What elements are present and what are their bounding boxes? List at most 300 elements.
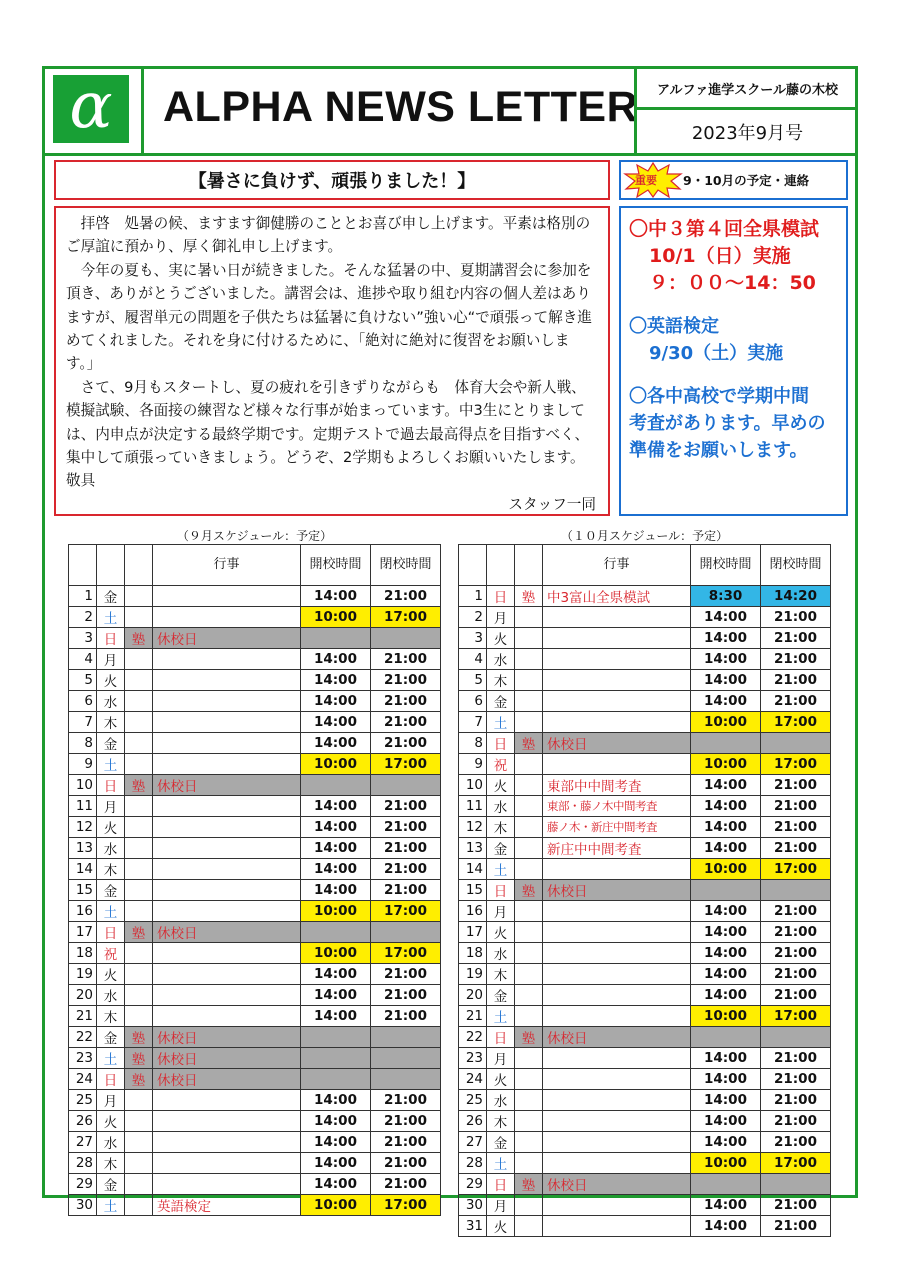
day-number: 2 [459,607,487,628]
close-time [761,1174,831,1195]
weekday: 土 [487,1006,515,1027]
day-number: 16 [69,901,97,922]
day-number: 6 [459,691,487,712]
juku-mark: 塾 [125,628,153,649]
table-row [69,964,441,985]
weekday: 月 [487,901,515,922]
table-row [69,817,441,838]
close-time [371,775,441,796]
juku-mark [515,943,543,964]
table-row [69,691,441,712]
day-number: 17 [69,922,97,943]
event: 東部中中間考査 [543,775,691,796]
table-row [459,1195,831,1216]
table-row [459,859,831,880]
open-time: 14:00 [301,838,371,859]
day-number: 29 [69,1174,97,1195]
important-badge: 重要 [635,174,657,187]
juku-mark [125,880,153,901]
day-number: 16 [459,901,487,922]
juku-mark: 塾 [515,880,543,901]
close-time: 17:00 [371,754,441,775]
weekday: 金 [487,838,515,859]
event [153,964,301,985]
header-event: 行事 [153,545,301,586]
day-number: 4 [459,649,487,670]
close-time: 21:00 [371,838,441,859]
table-row [459,1027,831,1048]
weekday: 日 [487,880,515,901]
weekday: 火 [97,817,125,838]
open-time: 14:00 [691,1090,761,1111]
juku-mark [515,859,543,880]
event [543,964,691,985]
day-number: 13 [69,838,97,859]
close-time: 21:00 [761,1111,831,1132]
event: 休校日 [153,1027,301,1048]
close-time: 21:00 [371,859,441,880]
open-time: 14:00 [301,1132,371,1153]
table-row [459,922,831,943]
close-time: 14:20 [761,586,831,607]
event [543,1048,691,1069]
weekday: 火 [97,1111,125,1132]
header-blank [125,545,153,586]
table-row [459,1006,831,1027]
weekday: 木 [487,1111,515,1132]
open-time: 14:00 [691,901,761,922]
open-time: 14:00 [301,670,371,691]
open-time: 14:00 [301,1153,371,1174]
juku-mark [125,1195,153,1216]
event [153,754,301,775]
juku-mark [515,1132,543,1153]
event [153,838,301,859]
day-number: 14 [69,859,97,880]
juku-mark [125,943,153,964]
day-number: 24 [69,1069,97,1090]
event [153,1132,301,1153]
day-number: 22 [459,1027,487,1048]
day-number: 26 [69,1111,97,1132]
juku-mark [125,1174,153,1195]
table-row [459,1069,831,1090]
close-time: 17:00 [371,901,441,922]
table-row [459,775,831,796]
event [543,712,691,733]
weekday: 土 [97,1195,125,1216]
close-time [371,1069,441,1090]
day-number: 10 [459,775,487,796]
weekday: 火 [97,964,125,985]
juku-mark [125,691,153,712]
juku-mark [125,859,153,880]
juku-mark [125,964,153,985]
weekday: 土 [97,754,125,775]
weekday: 日 [97,775,125,796]
event [153,796,301,817]
event [543,859,691,880]
table-row [69,880,441,901]
table-row [69,985,441,1006]
juku-mark [515,1153,543,1174]
weekday: 火 [487,628,515,649]
weekday: 木 [487,964,515,985]
weekday: 木 [487,817,515,838]
open-time: 14:00 [691,964,761,985]
juku-mark [125,607,153,628]
weekday: 金 [97,586,125,607]
notice-eiken-title: 〇英語検定 [629,316,719,337]
day-number: 31 [459,1216,487,1237]
notice-body [619,206,848,516]
open-time: 14:00 [691,628,761,649]
close-time: 21:00 [371,1153,441,1174]
day-number: 22 [69,1027,97,1048]
day-number: 26 [459,1111,487,1132]
weekday: 祝 [487,754,515,775]
open-time: 14:00 [691,985,761,1006]
event [153,817,301,838]
event [153,985,301,1006]
header-event: 行事 [543,545,691,586]
open-time: 10:00 [301,943,371,964]
juku-mark [515,838,543,859]
notice-exam-time: ９：００～14：50 [649,272,816,294]
table-row [69,922,441,943]
table-row [69,670,441,691]
day-number: 27 [69,1132,97,1153]
event [543,754,691,775]
close-time: 21:00 [761,943,831,964]
juku-mark [515,1216,543,1237]
close-time: 17:00 [761,1153,831,1174]
event [153,607,301,628]
open-time: 14:00 [691,796,761,817]
event [543,691,691,712]
weekday: 金 [487,691,515,712]
day-number: 17 [459,922,487,943]
weekday: 土 [97,1048,125,1069]
juku-mark [515,796,543,817]
day-number: 28 [69,1153,97,1174]
weekday: 水 [487,796,515,817]
juku-mark [125,1153,153,1174]
page-title: ALPHA NEWS LETTER [163,83,639,131]
close-time: 21:00 [371,985,441,1006]
table-row [459,733,831,754]
weekday: 火 [97,670,125,691]
event [153,943,301,964]
event [153,712,301,733]
header-close: 閉校時間 [761,545,831,586]
day-number: 15 [69,880,97,901]
juku-mark [515,607,543,628]
weekday: 金 [487,985,515,1006]
table-row [69,1090,441,1111]
event [153,1006,301,1027]
event: 休校日 [153,1048,301,1069]
juku-mark [515,1069,543,1090]
juku-mark [125,1090,153,1111]
september-caption: （９月スケジュール：予定） [176,529,333,543]
day-number: 6 [69,691,97,712]
open-time: 14:00 [691,649,761,670]
day-number: 20 [69,985,97,1006]
juku-mark [515,775,543,796]
day-number: 9 [69,754,97,775]
juku-mark: 塾 [125,1048,153,1069]
september-schedule [68,528,441,1216]
table-row [459,691,831,712]
close-time: 21:00 [761,1216,831,1237]
header-close: 閉校時間 [371,545,441,586]
weekday: 月 [487,607,515,628]
day-number: 25 [459,1090,487,1111]
event [543,1069,691,1090]
event: 藤ノ木・新庄中間考査 [543,817,691,838]
table-row [459,1216,831,1237]
table-header-row [459,545,831,586]
juku-mark [515,670,543,691]
event [543,1216,691,1237]
table-row [69,1069,441,1090]
juku-mark [515,985,543,1006]
juku-mark [515,922,543,943]
weekday: 土 [487,712,515,733]
notice-exam-title: 〇中３第４回全県模試 [629,218,820,240]
close-time [371,1048,441,1069]
close-time: 17:00 [371,1195,441,1216]
weekday: 土 [97,607,125,628]
open-time: 14:00 [301,880,371,901]
weekday: 月 [97,649,125,670]
notice-heading: 9・10月の予定・連絡 [683,173,810,188]
close-time: 21:00 [761,1132,831,1153]
weekday: 木 [97,859,125,880]
weekday: 月 [487,1195,515,1216]
open-time: 14:00 [301,1006,371,1027]
weekday: 月 [97,796,125,817]
open-time: 14:00 [301,964,371,985]
juku-mark [515,901,543,922]
weekday: 水 [97,691,125,712]
open-time: 10:00 [301,901,371,922]
event: 休校日 [153,775,301,796]
juku-mark: 塾 [515,586,543,607]
close-time: 21:00 [761,901,831,922]
event [153,880,301,901]
open-time: 14:00 [691,1069,761,1090]
event: 休校日 [543,1174,691,1195]
juku-mark: 塾 [515,733,543,754]
close-time: 21:00 [761,775,831,796]
weekday: 祝 [97,943,125,964]
close-time: 21:00 [371,1111,441,1132]
table-row [69,1195,441,1216]
school-name: アルファ進学スクール藤の木校 [637,69,858,110]
day-number: 19 [69,964,97,985]
weekday: 金 [97,1174,125,1195]
open-time: 10:00 [301,607,371,628]
day-number: 21 [69,1006,97,1027]
event [543,1132,691,1153]
table-row [459,964,831,985]
close-time: 21:00 [761,922,831,943]
weekday: 水 [97,985,125,1006]
close-time: 21:00 [371,817,441,838]
open-time: 14:00 [691,922,761,943]
day-number: 9 [459,754,487,775]
juku-mark [515,964,543,985]
table-row [69,607,441,628]
table-row [69,1111,441,1132]
open-time: 14:00 [691,1132,761,1153]
juku-mark [125,1006,153,1027]
open-time: 10:00 [691,1153,761,1174]
event [153,1111,301,1132]
day-number: 18 [459,943,487,964]
close-time: 21:00 [371,1174,441,1195]
day-number: 5 [459,670,487,691]
table-header-row [69,545,441,586]
open-time: 14:00 [301,817,371,838]
greeting-signature: スタッフ一同 [508,495,596,513]
weekday: 水 [97,1132,125,1153]
open-time [691,1027,761,1048]
weekday: 日 [487,733,515,754]
juku-mark [515,712,543,733]
open-time: 14:00 [691,943,761,964]
table-row [69,1048,441,1069]
event [153,670,301,691]
day-number: 19 [459,964,487,985]
notice-midterm-line-2: 考査があります。早めの [629,413,826,434]
day-number: 14 [459,859,487,880]
event [153,649,301,670]
open-time [301,775,371,796]
juku-mark [515,1006,543,1027]
logo-cell [45,69,144,153]
weekday: 水 [487,943,515,964]
day-number: 25 [69,1090,97,1111]
day-number: 2 [69,607,97,628]
juku-mark [515,649,543,670]
weekday: 水 [487,649,515,670]
table-row [69,1153,441,1174]
event: 休校日 [543,880,691,901]
close-time: 21:00 [371,733,441,754]
day-number: 7 [69,712,97,733]
event [153,586,301,607]
table-row [69,943,441,964]
close-time: 21:00 [761,628,831,649]
table-row [459,586,831,607]
open-time: 14:00 [301,733,371,754]
table-row [459,649,831,670]
table-row [459,628,831,649]
open-time [301,1048,371,1069]
juku-mark [125,586,153,607]
open-time: 8:30 [691,586,761,607]
event [543,1090,691,1111]
header-blank [459,545,487,586]
event [153,1153,301,1174]
juku-mark [125,649,153,670]
day-number: 8 [459,733,487,754]
weekday: 日 [487,1027,515,1048]
open-time: 14:00 [691,1195,761,1216]
event [153,859,301,880]
issue-date: 2023年9月号 [691,122,804,144]
juku-mark [515,1048,543,1069]
event [153,1090,301,1111]
close-time [761,733,831,754]
open-time: 14:00 [301,1174,371,1195]
header-open: 開校時間 [301,545,371,586]
event [153,1174,301,1195]
juku-mark: 塾 [125,775,153,796]
weekday: 日 [487,1174,515,1195]
close-time: 17:00 [761,859,831,880]
juku-mark [125,1111,153,1132]
table-row [69,586,441,607]
weekday: 木 [97,712,125,733]
table-row [69,838,441,859]
open-time: 14:00 [301,1111,371,1132]
event: 新庄中中間考査 [543,838,691,859]
juku-mark [515,1090,543,1111]
open-time: 10:00 [301,1195,371,1216]
close-time: 21:00 [761,1048,831,1069]
weekday: 土 [487,859,515,880]
open-time: 14:00 [691,838,761,859]
important-burst-icon [623,162,683,198]
table-row [459,1111,831,1132]
alpha-logo [53,69,129,143]
greeting-title: 【暑さに負けず、頑張りました！】 [54,160,610,200]
day-number: 28 [459,1153,487,1174]
close-time: 21:00 [761,985,831,1006]
open-time: 14:00 [691,1111,761,1132]
close-time: 21:00 [371,649,441,670]
table-row [69,628,441,649]
day-number: 4 [69,649,97,670]
header-open: 開校時間 [691,545,761,586]
open-time: 14:00 [301,586,371,607]
close-time [371,1027,441,1048]
table-row [459,796,831,817]
event [543,649,691,670]
open-time: 10:00 [691,712,761,733]
close-time [761,880,831,901]
weekday: 火 [487,1069,515,1090]
open-time: 14:00 [691,775,761,796]
day-number: 7 [459,712,487,733]
event [543,607,691,628]
event: 東部・藤ノ木中間考査 [543,796,691,817]
day-number: 5 [69,670,97,691]
table-row [459,1153,831,1174]
juku-mark [125,754,153,775]
greeting-paragraph-2: 今年の夏も、実に暑い日が続きました。そんな猛暑の中、夏期講習会に参加を頂き、ありがとうございました。講習会は、進捗や取り組む内容の個人差はありますが、履習単元の問題を子供たちは猛暑に負けない”強い心“で頑張って解き進めてくれました。それを身に付けるために、「絶対に絶対に復習をお願いします。」 [66,261,592,373]
close-time: 21:00 [761,1090,831,1111]
open-time: 10:00 [691,859,761,880]
juku-mark [515,754,543,775]
table-row [459,817,831,838]
weekday: 金 [487,1132,515,1153]
day-number: 1 [459,586,487,607]
